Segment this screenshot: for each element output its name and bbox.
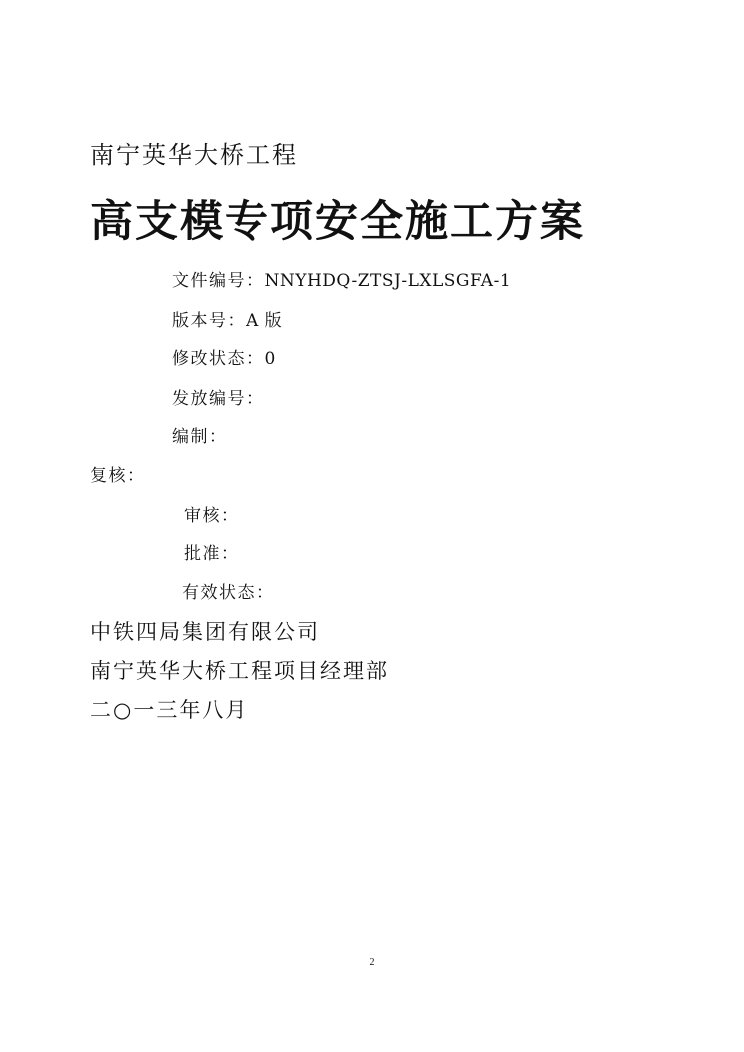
revision-status-field xyxy=(172,351,276,368)
document-title: 高支模专项安全施工方案 xyxy=(90,197,585,247)
page-number: 2 xyxy=(369,957,375,968)
valid-status-field xyxy=(182,585,275,602)
prepared-by-label: 编制： xyxy=(172,427,228,447)
version-value: A 版 xyxy=(246,311,283,331)
reviewed-by-field xyxy=(184,508,240,525)
file-number-field xyxy=(172,273,511,290)
approved-by-field xyxy=(184,546,240,563)
issue-number-field xyxy=(172,391,265,408)
file-number-label: 文件编号： xyxy=(172,271,265,291)
approved-by-label: 批准： xyxy=(184,544,240,564)
file-number-value: NNYHDQ-ZTSJ-LXLSGFA-1 xyxy=(264,271,512,291)
checked-by-label: 复核： xyxy=(90,466,146,486)
reviewed-by-label: 审核： xyxy=(184,506,240,526)
department-name: 南宁英华大桥工程项目经理部 xyxy=(90,659,389,683)
version-field xyxy=(172,313,282,330)
revision-status-label: 修改状态： xyxy=(172,349,265,369)
company-name: 中铁四局集团有限公司 xyxy=(90,620,320,644)
valid-status-label: 有效状态： xyxy=(182,583,275,603)
prepared-by-field xyxy=(172,429,228,446)
revision-status-value: 0 xyxy=(264,349,276,369)
project-name: 南宁英华大桥工程 xyxy=(90,141,298,169)
issue-number-label: 发放编号： xyxy=(172,389,265,409)
version-label: 版本号： xyxy=(172,311,246,331)
issue-date: 二○一三年八月 xyxy=(90,698,249,722)
checked-by-field xyxy=(90,468,146,485)
